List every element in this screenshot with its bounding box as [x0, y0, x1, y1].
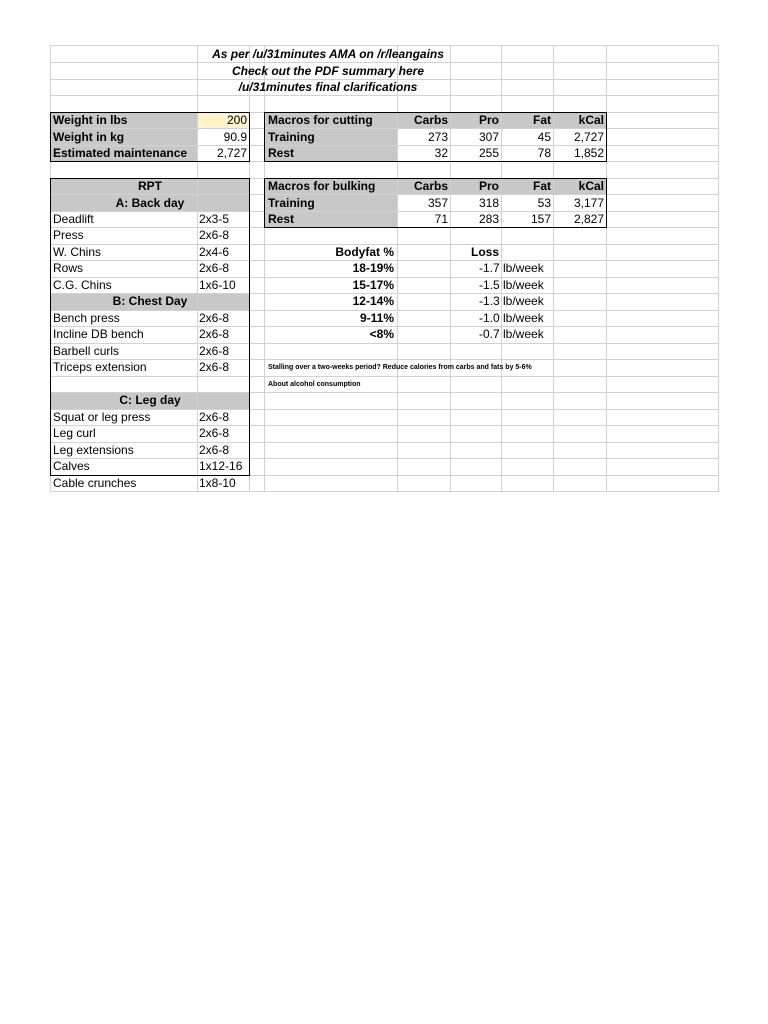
exercise-scheme: 2x3-5	[199, 212, 230, 226]
day-c-title: C: Leg day	[119, 393, 181, 407]
bodyfat-range: <8%	[369, 327, 394, 341]
header-line-pdf[interactable]: Check out the PDF summary here	[231, 64, 425, 78]
bulking-rest-carbs: 71	[434, 212, 448, 226]
day-a-title: A: Back day	[115, 196, 185, 210]
bulking-training-label: Training	[268, 196, 315, 210]
exercise-scheme: 2x6-8	[199, 311, 230, 325]
cutting-title: Macros for cutting	[268, 113, 373, 127]
exercise-scheme: 1x8-10	[199, 476, 236, 490]
bulking-rest-pro: 283	[478, 212, 499, 226]
cutting-rest-fat: 78	[537, 146, 551, 160]
exercise-scheme: 2x6-8	[199, 261, 230, 275]
exercise-name: Leg curl	[53, 426, 96, 440]
bodyfat-range: 12-14%	[352, 294, 394, 308]
bulking-title: Macros for bulking	[268, 179, 376, 193]
alcohol-note-link[interactable]: About alcohol consumption	[268, 381, 361, 388]
weight-lbs-label: Weight in lbs	[53, 113, 128, 127]
exercise-name: Deadlift	[53, 212, 94, 226]
bulking-rest-fat: 157	[530, 212, 551, 226]
exercise-name: Barbell curls	[53, 344, 120, 358]
cutting-training-label: Training	[268, 130, 315, 144]
header-line-clarifications[interactable]: /u/31minutes final clarifications	[238, 80, 418, 94]
cutting-rest-kcal: 1,852	[573, 146, 604, 160]
cutting-training-pro: 307	[478, 130, 499, 144]
rpt-title: RPT	[138, 179, 162, 193]
bodyfat-loss: -1.3 lb/week	[479, 294, 544, 308]
weight-kg-label: Weight in kg	[53, 130, 125, 144]
cutting-col-carbs: Carbs	[413, 113, 448, 127]
bodyfat-loss: -1.7 lb/week	[479, 261, 544, 275]
weight-lbs-input[interactable]: 200	[226, 113, 247, 127]
exercise-name: Rows	[53, 261, 84, 275]
bodyfat-range: 9-11%	[359, 311, 394, 325]
exercise-name: Calves	[53, 459, 90, 473]
bodyfat-range: 18-19%	[352, 261, 394, 275]
exercise-scheme: 2x6-8	[199, 344, 230, 358]
bodyfat-loss: -0.7 lb/week	[479, 327, 544, 341]
bulking-col-kcal: kCal	[578, 179, 604, 193]
cutting-training-carbs: 273	[427, 130, 448, 144]
cutting-col-pro: Pro	[478, 113, 499, 127]
exercise-scheme: 2x6-8	[199, 426, 230, 440]
exercise-scheme: 2x4-6	[199, 245, 230, 259]
exercise-name: Incline DB bench	[53, 327, 144, 341]
exercise-scheme: 1x12-16	[199, 459, 243, 473]
cutting-training-kcal: 2,727	[573, 130, 604, 144]
exercise-scheme: 1x6-10	[199, 278, 236, 292]
exercise-scheme: 2x6-8	[199, 327, 230, 341]
cutting-col-kcal: kCal	[578, 113, 604, 127]
bulking-training-carbs: 357	[427, 196, 448, 210]
exercise-scheme: 2x6-8	[199, 410, 230, 424]
header-line-ama[interactable]: As per /u/31minutes AMA on /r/leangains	[212, 47, 444, 61]
bulking-training-fat: 53	[537, 196, 551, 210]
spreadsheet	[50, 45, 719, 491]
bulking-col-fat: Fat	[533, 179, 551, 193]
maintenance-label: Estimated maintenance	[53, 146, 188, 160]
bodyfat-loss: -1.0 lb/week	[479, 311, 544, 325]
maintenance-value: 2,727	[216, 146, 247, 160]
exercise-name: Triceps extension	[53, 360, 147, 374]
exercise-scheme: 2x6-8	[199, 360, 230, 374]
bulking-col-pro: Pro	[478, 179, 499, 193]
bulking-training-kcal: 3,177	[573, 196, 604, 210]
stalling-note-link[interactable]: Stalling over a two-weeks period? Reduce calories from carbs and fats by 5-6%	[268, 364, 532, 371]
cutting-training-fat: 45	[537, 130, 551, 144]
exercise-name: Squat or leg press	[53, 410, 151, 424]
exercise-name: Cable crunches	[53, 476, 137, 490]
weight-kg-value: 90.9	[223, 130, 247, 144]
exercise-name: Leg extensions	[53, 443, 134, 457]
cutting-rest-label: Rest	[268, 146, 295, 160]
exercise-scheme: 2x6-8	[199, 443, 230, 457]
exercise-scheme: 2x6-8	[199, 228, 230, 242]
cutting-rest-carbs: 32	[434, 146, 448, 160]
exercise-name: Press	[53, 228, 84, 242]
cutting-rest-pro: 255	[478, 146, 499, 160]
exercise-name: C.G. Chins	[53, 278, 112, 292]
loss-header: Loss	[470, 245, 499, 259]
bulking-rest-label: Rest	[268, 212, 295, 226]
bodyfat-header: Bodyfat %	[335, 245, 394, 259]
exercise-name: Bench press	[53, 311, 120, 325]
bulking-col-carbs: Carbs	[413, 179, 448, 193]
bulking-rest-kcal: 2,827	[573, 212, 604, 226]
bodyfat-loss: -1.5 lb/week	[479, 278, 544, 292]
exercise-name: W. Chins	[53, 245, 102, 259]
cutting-col-fat: Fat	[533, 113, 551, 127]
bodyfat-range: 15-17%	[352, 278, 394, 292]
day-b-title: B: Chest Day	[112, 294, 188, 308]
bulking-training-pro: 318	[478, 196, 499, 210]
